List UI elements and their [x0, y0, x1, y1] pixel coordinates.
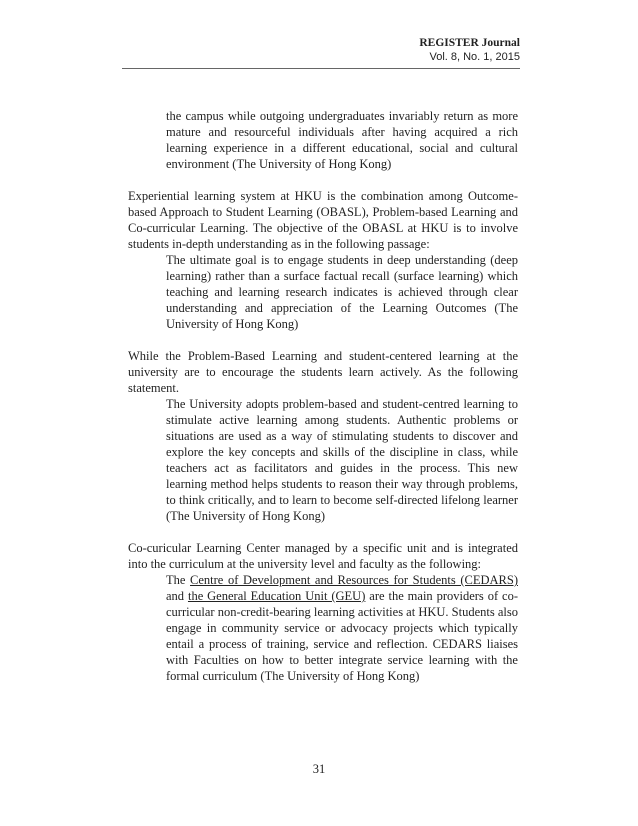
journal-name: REGISTER Journal [419, 37, 520, 49]
block-quote-ultimate-goal: The ultimate goal is to engage students in deep understanding (deep learning) rather than a surface factual recall (surface learning) which teaching and learning research indicates is achieved through clear understanding and appreciation of the Learning Outcomes (The University of Hong Kong) [166, 253, 518, 331]
paragraph-problem-based-learning: While the Problem-Based Learning and student-centered learning at the university are to encourage the students learn actively. As the following statement. [128, 349, 518, 395]
quote-text: are the main providers of co-curricular non-credit-bearing learning activities at HKU. Students also engage in community service or advocacy projects which typically entail a process of training, service and reflection. CEDARS liaises with Faculties on how to better integrate service learning with the formal curriculum (The University of Hong Kong) [166, 589, 518, 683]
quote-text: and [166, 589, 188, 603]
block-quote-cedars [166, 572, 518, 684]
page-body [128, 108, 518, 700]
header-rule [122, 68, 520, 69]
running-header [419, 36, 520, 64]
page-number: 31 [312, 762, 326, 776]
journal-volume: Vol. 8, No. 1, 2015 [429, 51, 520, 63]
quote-text: The [166, 573, 191, 587]
block-quote-university-adopts: The University adopts problem-based and student-centred learning to stimulate active learning among students. Authentic problems or situations are used as a way of stimulating students to discover and explore the key concepts and skills of the discipline in class, while teachers act as facilitators and guides in the process. This new learning method helps students to reason their way through problems, to think critically, and to learn to become self-directed lifelong learner (The University of Hong Kong) [166, 397, 518, 523]
geu-link[interactable]: the General Education Unit (GEU) [187, 589, 366, 603]
paragraph-co-curricular: Co-curicular Learning Center managed by a specific unit and is integrated into the curriculum at the university level and faculty as the following: [128, 541, 518, 571]
cedars-link[interactable]: Centre of Development and Resources for Students (CEDARS) [190, 573, 518, 587]
block-quote-campus: the campus while outgoing undergraduates invariably return as more mature and resourceful individuals after having acquired a rich learning experience in a different educational, social and cultural environment (The University of Hong Kong) [166, 109, 518, 171]
paragraph-experiential-learning: Experiential learning system at HKU is the combination among Outcome-based Approach to Student Learning (OBASL), Problem-based Learning and Co-curricular Learning. The objective of the OBASL at HKU is to involve students in-depth understanding as in the following passage: [128, 189, 518, 251]
